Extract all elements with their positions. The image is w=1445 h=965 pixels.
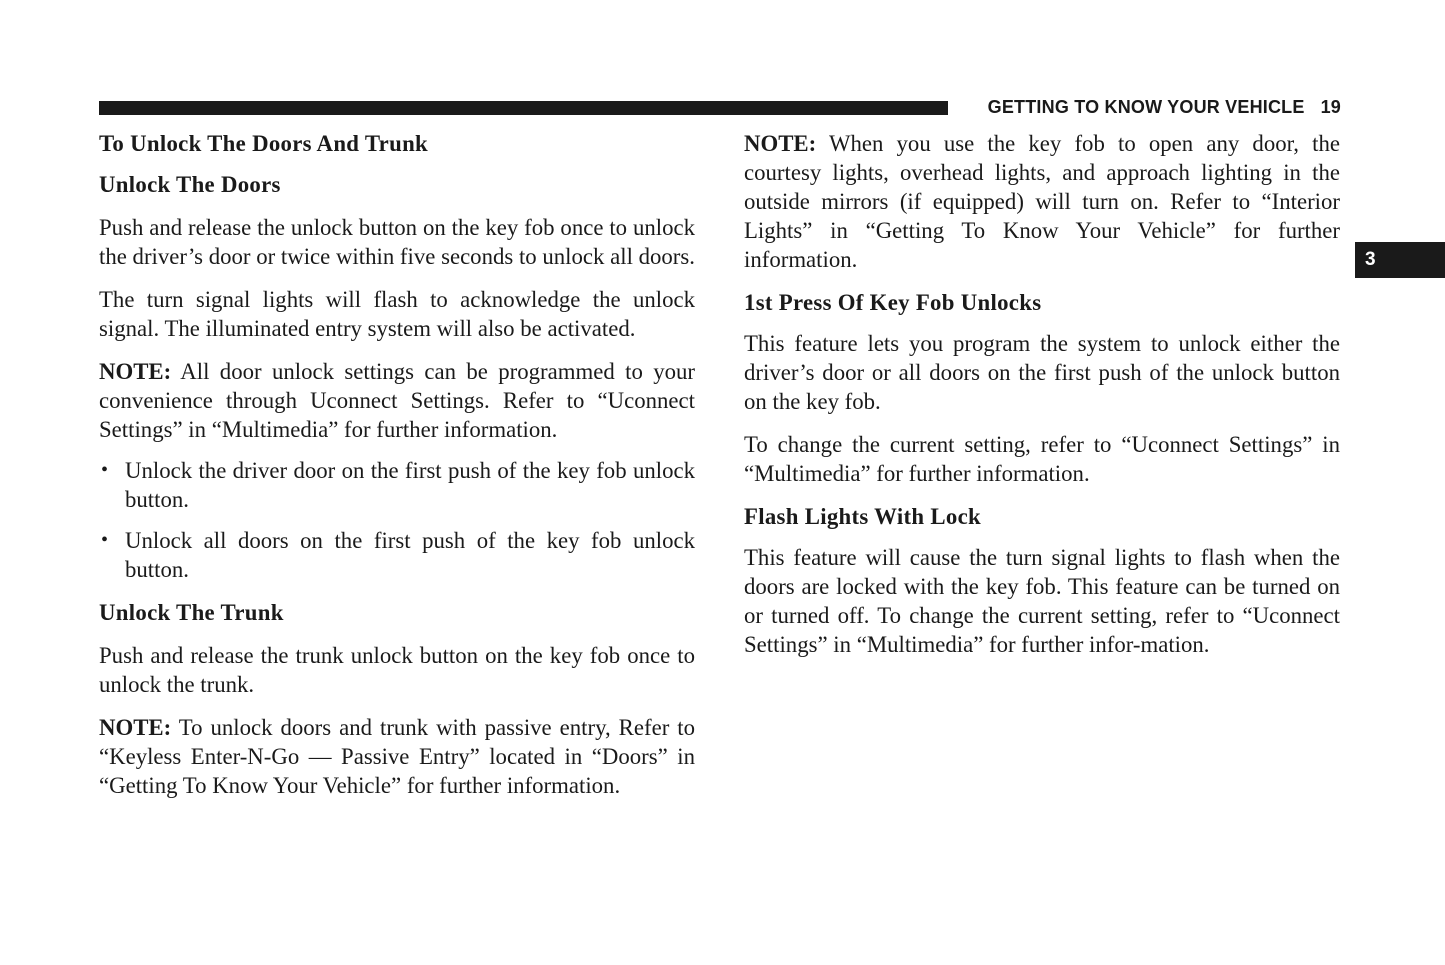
paragraph-turn-signal: The turn signal lights will flash to acknowledge the unlock signal. The illuminated entry system will also be activated. bbox=[99, 287, 695, 341]
note-courtesy-lights bbox=[744, 129, 1340, 274]
note-passive-entry bbox=[99, 713, 695, 800]
header-rule bbox=[99, 101, 948, 115]
paragraph-first-press: This feature lets you program the system to unlock either the driver’s door or all doors on the first push of the unlock button on the key fob. bbox=[744, 331, 1340, 414]
paragraph-unlock-doors: Push and release the unlock button on the key fob once to unlock the driver’s door or twice within five seconds to unlock all doors. bbox=[99, 215, 695, 269]
list-item bbox=[99, 526, 695, 584]
page-number: 19 bbox=[1320, 97, 1341, 117]
section-title: GETTING TO KNOW YOUR VEHICLE bbox=[987, 97, 1305, 117]
heading-unlock-doors-trunk: To Unlock The Doors And Trunk bbox=[99, 131, 429, 156]
note-text: To unlock doors and trunk with passive entry, Refer to “Keyless Enter-N-Go — Passive Entry” located in “Doors” in “Getting To Know Your Vehicle” for further information. bbox=[99, 715, 695, 798]
note-text: All door unlock settings can be programmed to your convenience through Uconnect Settings. Refer to “Uconnect Settings” in “Multimedia” for further information. bbox=[99, 359, 695, 442]
note-label: NOTE: bbox=[744, 131, 817, 156]
running-header bbox=[988, 97, 1341, 118]
heading-first-press: 1st Press Of Key Fob Unlocks bbox=[744, 290, 1042, 315]
list-item-text: Unlock the driver door on the first push of the key fob unlock button. bbox=[125, 458, 695, 512]
note-label: NOTE: bbox=[99, 359, 172, 384]
unlock-options-list bbox=[99, 456, 695, 584]
heading-flash-lights: Flash Lights With Lock bbox=[744, 504, 981, 529]
list-item-text: Unlock all doors on the first push of the key fob unlock button. bbox=[125, 528, 695, 582]
bullet-icon: • bbox=[101, 459, 109, 481]
list-item bbox=[99, 456, 695, 514]
left-column bbox=[99, 129, 695, 800]
paragraph-unlock-trunk: Push and release the trunk unlock button on the key fob once to unlock the trunk. bbox=[99, 643, 695, 697]
chapter-tab: 3 bbox=[1355, 242, 1445, 278]
heading-unlock-doors: Unlock The Doors bbox=[99, 172, 281, 197]
bullet-icon: • bbox=[101, 529, 109, 551]
paragraph-flash-lights: This feature will cause the turn signal lights to flash when the doors are locked with the key fob. This feature can be turned on or turned off. To change the current setting, refer to “Uconnect Settings” in “Multimedia” for further infor-mation. bbox=[744, 545, 1340, 657]
note-label: NOTE: bbox=[99, 715, 172, 740]
note-text: When you use the key fob to open any door, the courtesy lights, overhead lights, and approach lighting in the outside mirrors (if equipped) will turn on. Refer to “Interior Lights” in “Getting To Know Your Vehicle” for further information. bbox=[744, 131, 1340, 272]
heading-unlock-trunk: Unlock The Trunk bbox=[99, 600, 284, 625]
right-column bbox=[744, 129, 1340, 659]
paragraph-change-setting: To change the current setting, refer to “Uconnect Settings” in “Multimedia” for further information. bbox=[744, 432, 1340, 486]
note-door-unlock-settings bbox=[99, 357, 695, 444]
